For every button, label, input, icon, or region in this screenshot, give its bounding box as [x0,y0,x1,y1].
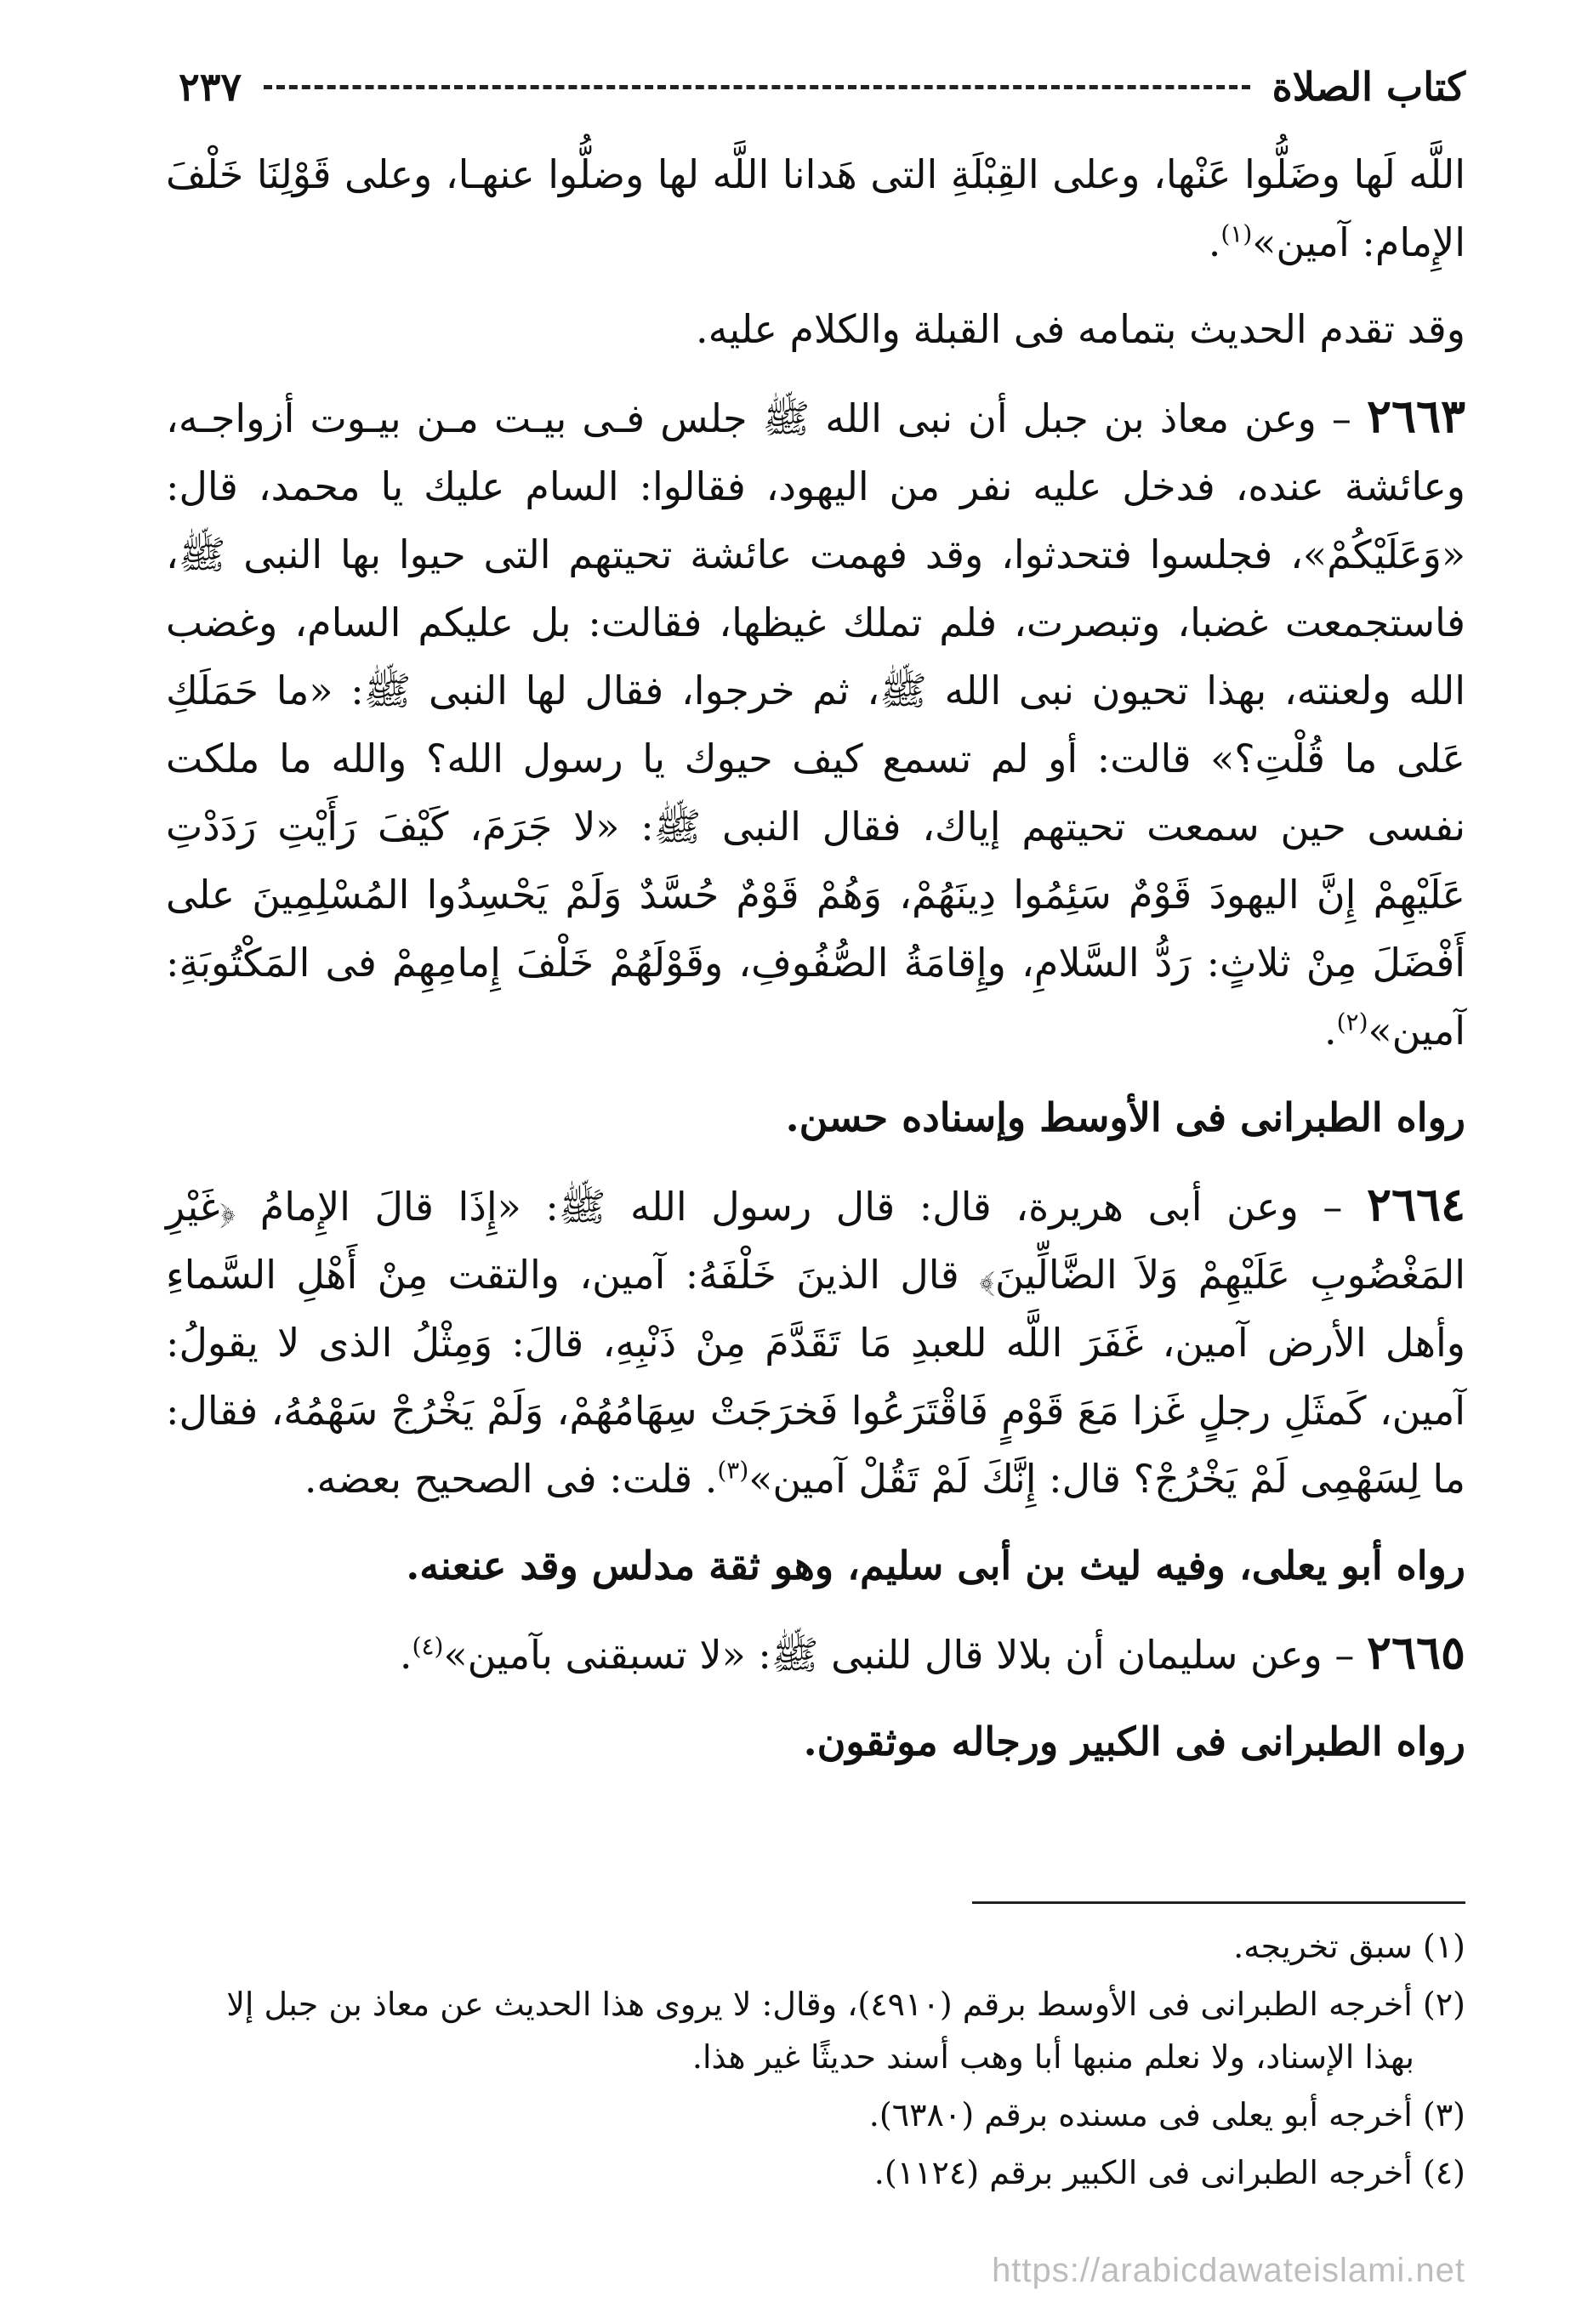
running-header [179,61,1465,112]
watermark-url: https://arabicdawateislami.net [992,2252,1465,2289]
paragraph-text: وقد تقدم الحديث بتمامه فى القبلة والكلام عليه. [696,306,1465,352]
paragraph-note [166,295,1465,363]
footnote-ref: (١) [1220,219,1253,248]
hadith-source: رواه الطبرانى فى الكبير ورجاله موثقون. [803,1719,1465,1764]
footnote-text: (٢) أخرجه الطبرانى فى الأوسط برقم (٤٩١٠)، وقال: لا يروى هذا الحديث عن معاذ بن جبل إلا [226,1986,1465,2023]
header-dashed-rule [264,85,1250,89]
paragraph-continuation: اللَّه لَها وضَلُّوا عَنْها، وعلى القِبْلَةِ التى هَدانا اللَّه لها وضلُّوا عنهـا، وعلى قَوْلِنَا خَلْفَ الإِمام: آمين»$^{(١)}$. [166,151,1465,265]
hadith-number: ٢٦٦٥ [1366,1625,1465,1679]
footnote-ref: (٤) [412,1632,444,1661]
hadith-2664 [166,1170,1465,1513]
footnote-4: (٤) أخرجه الطبرانى فى الكبير برقم (١١٢٤). [873,2154,1465,2191]
hadith-number: ٢٦٦٣ [1366,389,1465,443]
footnotes [166,1920,1465,2204]
footnote-1: (١) سبق تخريجه. [1233,1928,1465,1965]
footnote-ref: (٢) [1336,1008,1368,1037]
footnote-separator [972,1901,1465,1904]
hadith-text: – وعن معاذ بن جبل أن نبى الله ﷺ جلس فـى بيـت مـن بيـوت أزواجـه، وعائشة عنده، فدخل عليه نفر من اليهود، فقالوا: السام عليك يا محمد، قال: «وَعَلَيْكُمْ»، فجلسوا فتحدثوا، وقد فهمت عائشة تحيتهم التى حيوا بها النبى ﷺ، فاستجمعت غضبا، وتبصرت، فلم تملك غيظها، فقالت: بل عليكم السام، وغضب الله ولعنته، بهذا تحيون نبى الله ﷺ، ثم خرجوا، فقال لها النبى ﷺ: «ما حَمَلَكِ عَلى ما قُلْتِ؟» قالت: أو لم تسمع كيف حيوك يا رسول الله؟ والله ما ملكت نفسى حين سمعت تحيتهم إياك، فقال النبى ﷺ: «لا جَرَمَ، كَيْفَ رَأَيْتِ رَدَدْتِ عَلَيْهِمْ إِنَّ اليهودَ قَوْمٌ سَئِمُوا دِينَهُمْ، وَهُمْ قَوْمٌ حُسَّدٌ وَلَمْ يَحْسِدُوا المُسْلِمِينَ على أَفْضَلَ مِنْ ثلاثٍ: رَدُّ السَّلامِ، وإِقامَةُ الصُّفُوفِ، وقَوْلَهُمْ خَلْفَ إِمامِهِمْ فى المَكْتُوبَةِ: آمين» [166,395,1465,1054]
footnote-2 [166,1978,1465,2083]
paragraph-text: اللَّه لَها وضَلُّوا عَنْها، وعلى القِبْلَةِ التى هَدانا اللَّه لها وضلُّوا عنهـا، وعلى قَوْلِنَا خَلْفَ الإِمام: آمين» [166,151,1465,265]
footnote-text-continued: بهذا الإسناد، ولا نعلم منبها أبا وهب أسند حديثًا غير هذا. [691,2038,1414,2076]
hadith-2663: ٢٦٦٣ – وعن معاذ بن جبل أن نبى الله ﷺ جلس فـى بيـت مـن بيـوت أزواجـه، وعائشة عنده، فدخل عليه نفر من اليهود، فقالوا: السام عليك يا محمد، قال: «وَعَلَيْكُمْ»، فجلسوا فتحدثوا، وقد فهمت عائشة تحيتهم التى حيوا بها النبى ﷺ، فاستجمعت غضبا، وتبصرت، فلم تملك غيظها، فقالت: بل عليكم السام، وغضب الله ولعنته، بهذا تحيون نبى الله ﷺ، ثم خرجوا، فقال لها النبى ﷺ: «ما حَمَلَكِ عَلى ما قُلْتِ؟» قالت: أو لم تسمع كيف حيوك يا رسول الله؟ والله ما ملكت نفسى حين سمعت تحيتهم إياك، فقال النبى ﷺ: «لا جَرَمَ، كَيْفَ رَأَيْتِ رَدَدْتِ عَلَيْهِمْ إِنَّ اليهودَ قَوْمٌ سَئِمُوا دِينَهُمْ، وَهُمْ قَوْمٌ حُسَّدٌ وَلَمْ يَحْسِدُوا المُسْلِمِينَ على أَفْضَلَ مِنْ ثلاثٍ: رَدُّ السَّلامِ، وإِقامَةُ الصُّفُوفِ، وقَوْلَهُمْ خَلْفَ إِمامِهِمْ فى المَكْتُوبَةِ: آمين»$^{(٢)}$. [166,389,1465,1054]
book-title: كتاب الصلاة [1272,64,1465,110]
hadith-number: ٢٦٦٤ [1366,1177,1465,1231]
main-text [166,140,1465,1794]
hadith-text: – وعن أبى هريرة، قال: قال رسول الله ﷺ: «إِذَا قالَ الإِمامُ ﴿غَيْرِ المَغْضُوبِ عَلَيْهِمْ وَلاَ الضَّالِّينَ﴾ قال الذينَ خَلْفَهُ: آمين، والتقت مِنْ أَهْلِ السَّماءِ وأهل الأرض آمين، غَفَرَ اللَّه للعبدِ مَا تَقَدَّمَ مِنْ ذَنْبِهِ، قالَ: وَمِثْلُ الذى لا يقولُ: آمين، كَمثَلِ رجلٍ غَزا مَعَ قَوْمٍ فَاقْتَرَعُوا فَخرَجَتْ سِهَامُهُمْ، وَلَمْ يَخْرُجْ سَهْمُهُ، فقال: ما لِسَهْمِى لَمْ يَخْرُجْ؟ قال: إِنَّكَ لَمْ تَقُلْ آمين» [166,1184,1465,1502]
hadith-source: رواه الطبرانى فى الأوسط وإسناده حسن. [785,1094,1465,1140]
footnote-ref: (٣) [717,1456,749,1485]
footnote-3: (٣) أخرجه أبو يعلى فى مسنده برقم (٦٣٨٠). [868,2096,1465,2134]
hadith-text-tail: . قلت: فى الصحيح بعضه. [304,1456,718,1502]
page-number: ٢٣٧ [179,64,242,110]
hadith-2665: ٢٦٦٥ – وعن سليمان أن بلالا قال للنبى ﷺ: «لا تسبقنى بآمين»$^{(٤)}$. [399,1625,1465,1679]
hadith-source: رواه أبو يعلى، وفيه ليث بن أبى سليم، وهو ثقة مدلس وقد عنعنه. [406,1543,1465,1588]
hadith-text: – وعن سليمان أن بلالا قال للنبى ﷺ: «لا تسبقنى بآمين» [443,1632,1367,1678]
